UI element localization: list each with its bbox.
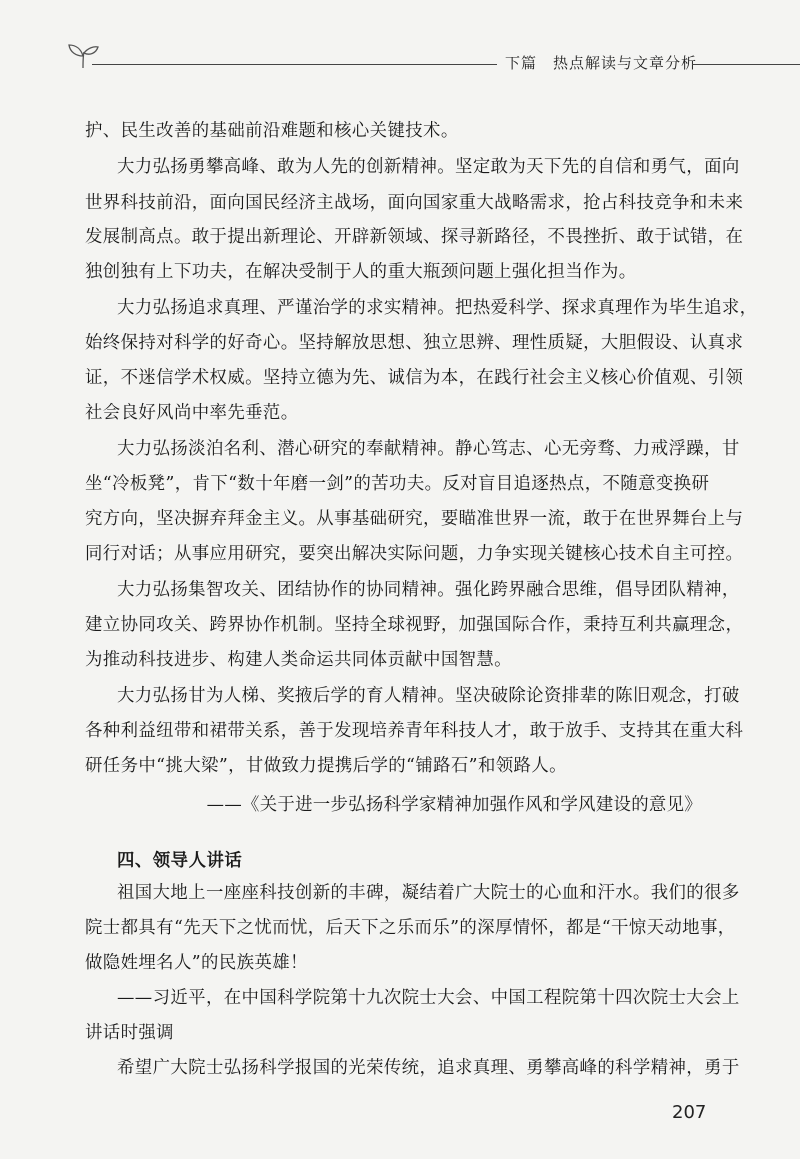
section-title: 下篇 热点解读与文章分析 <box>505 54 698 72</box>
body-line: 始终保持对科学的好奇心。坚持解放思想、独立思辨、理性质疑，大胆假设、认真求 <box>85 333 744 353</box>
body-line: 大力弘扬追求真理、严谨治学的求实精神。把热爱科学、探求真理作为毕生追求， <box>117 298 758 318</box>
body-line: 为推动科技进步、构建人类命运共同体贡献中国智慧。 <box>85 650 512 670</box>
body-line: 世界科技前沿，面向国民经济主战场，面向国家重大战略需求，抢占科技竞争和未来 <box>85 193 744 213</box>
body-line: 大力弘扬勇攀高峰、敢为人先的创新精神。坚定敢为天下先的自信和勇气，面向 <box>117 157 740 177</box>
body-line: 各种利益纽带和裙带关系，善于发现培养青年科技人才，敢于放手、支持其在重大科 <box>85 721 744 741</box>
body-line: 大力弘扬集智攻关、团结协作的协同精神。强化跨界融合思维，倡导团队精神， <box>117 580 740 600</box>
body-line: 大力弘扬淡泊名利、潜心研究的奉献精神。静心笃志、心无旁骛、力戒浮躁，甘 <box>117 439 740 459</box>
body-line: 究方向，坚决摒弃拜金主义。从事基础研究，要瞄准世界一流，敢于在世界舞台上与 <box>85 509 744 529</box>
speech-line: 祖国大地上一座座科技创新的丰碑，凝结着广大院士的心血和汗水。我们的很多 <box>117 883 740 903</box>
body-line: 护、民生改善的基础前沿难题和核心关键技术。 <box>85 121 459 141</box>
section-heading: 四、领导人讲话 <box>117 851 243 871</box>
page-header <box>0 0 800 80</box>
body-line: 同行对话；从事应用研究，要突出解决实际问题，力争实现关键核心技术自主可控。 <box>85 544 744 564</box>
header-rule-left <box>92 64 497 65</box>
header-rule-right <box>692 64 800 65</box>
body-line: 证，不迷信学术权威。坚持立德为先、诚信为本，在践行社会主义核心价值观、引领 <box>85 368 744 388</box>
body-line: 研任务中“挑大梁”，甘做致力提携后学的“铺路石”和领路人。 <box>85 756 567 776</box>
body-line: 建立协同攻关、跨界协作机制。坚持全球视野，加强国际合作，秉持互利共赢理念， <box>85 615 744 635</box>
body-line: 发展制高点。敢于提出新理论、开辟新领域、探寻新路径，不畏挫折、敢于试错，在 <box>85 227 744 247</box>
body-line: 社会良好风尚中率先垂范。 <box>85 403 299 423</box>
body-line: 大力弘扬甘为人梯、奖掖后学的育人精神。坚决破除论资排辈的陈旧观念，打破 <box>117 686 740 706</box>
speech-line: 院士都具有“先天下之忧而忧，后天下之乐而乐”的深厚情怀，都是“干惊天动地事， <box>85 918 736 938</box>
body-line: 独创独有上下功夫，在解决受制于人的重大瓶颈问题上强化担当作为。 <box>85 262 637 282</box>
source-citation: ——《关于进一步弘扬科学家精神加强作风和学风建设的意见》 <box>206 795 702 815</box>
page-number: 207 <box>672 1102 707 1123</box>
sprout-icon <box>66 40 100 70</box>
speech-source: ——习近平，在中国科学院第十九次院士大会、中国工程院第十四次院士大会上 <box>117 988 740 1008</box>
speech-line: 做隐姓埋名人”的民族英雄！ <box>85 953 308 973</box>
speech-source: 讲话时强调 <box>85 1023 174 1043</box>
body-line: 希望广大院士弘扬科学报国的光荣传统，追求真理、勇攀高峰的科学精神，勇于 <box>117 1058 740 1078</box>
body-line: 坐“冷板凳”，肯下“数十年磨一剑”的苦功夫。反对盲目追逐热点，不随意变换研 <box>85 474 710 494</box>
